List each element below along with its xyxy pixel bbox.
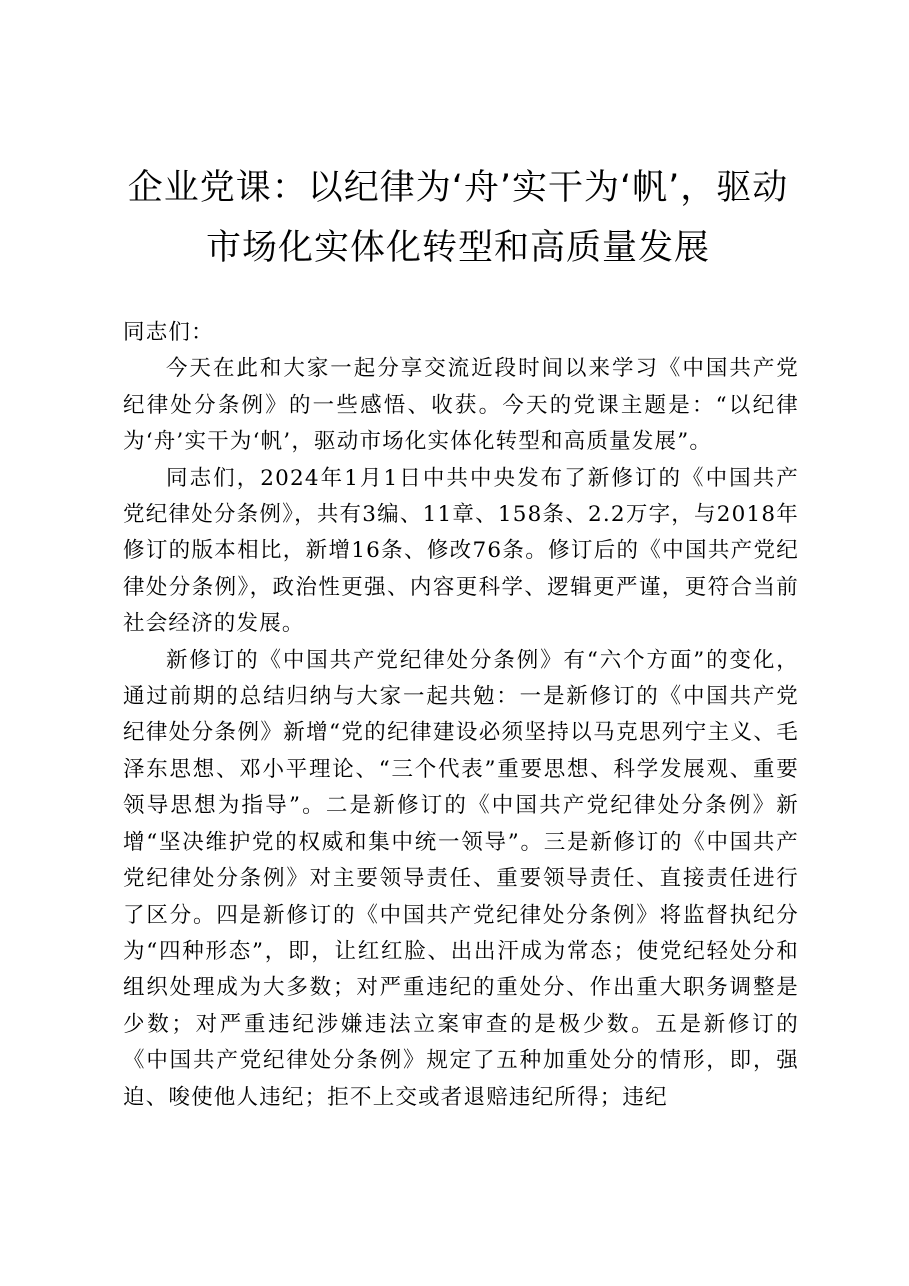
salutation: 同志们： — [123, 320, 214, 345]
document-body — [123, 315, 799, 1116]
paragraph-revision-overview: 同志们，2024年1月1日中共中央发布了新修订的《中国共产党纪律处分条例》，共有3编、11章、158条、2.2万字，与2018年修订的版本相比，新增16条、修改76条。修订后的《中国共产党纪律处分条例》，政治性更强、内容更科学、逻辑更严谨，更符合当前社会经济的发展。 — [123, 465, 799, 637]
paragraph-intro: 今天在此和大家一起分享交流近段时间以来学习《中国共产党纪律处分条例》的一些感悟、收获。今天的党课主题是：“以纪律为‘舟’实干为‘帆’，驱动市场化实体化转型和高质量发展”。 — [123, 356, 799, 455]
paragraph-six-changes: 新修订的《中国共产党纪律处分条例》有“六个方面”的变化，通过前期的总结归纳与大家一起共勉：一是新修订的《中国共产党纪律处分条例》新增“党的纪律建设必须坚持以马克思列宁主义、毛泽东思想、邓小平理论、“三个代表”重要思想、科学发展观、重要领导思想为指导”。二是新修订的《中国共产党纪律处分条例》新增“坚决维护党的权威和集中统一领导”。三是新修订的《中国共产党纪律处分条例》对主要领导责任、重要领导责任、直接责任进行了区分。四是新修订的《中国共产党纪律处分条例》将监督执纪分为“四种形态”，即，让红红脸、出出汗成为常态；使党纪轻处分和组织处理成为大多数；对严重违纪的重处分、作出重大职务调整是少数；对严重违纪涉嫌违法立案审查的是极少数。五是新修订的《中国共产党纪律处分条例》规定了五种加重处分的情形，即，强迫、唆使他人违纪；拒不上交或者退赔违纪所得；违纪 — [123, 647, 799, 1110]
document-title: 企业党课：以纪律为‘舟’实干为‘帆’，驱动市场化实体化转型和高质量发展 — [127, 168, 789, 268]
